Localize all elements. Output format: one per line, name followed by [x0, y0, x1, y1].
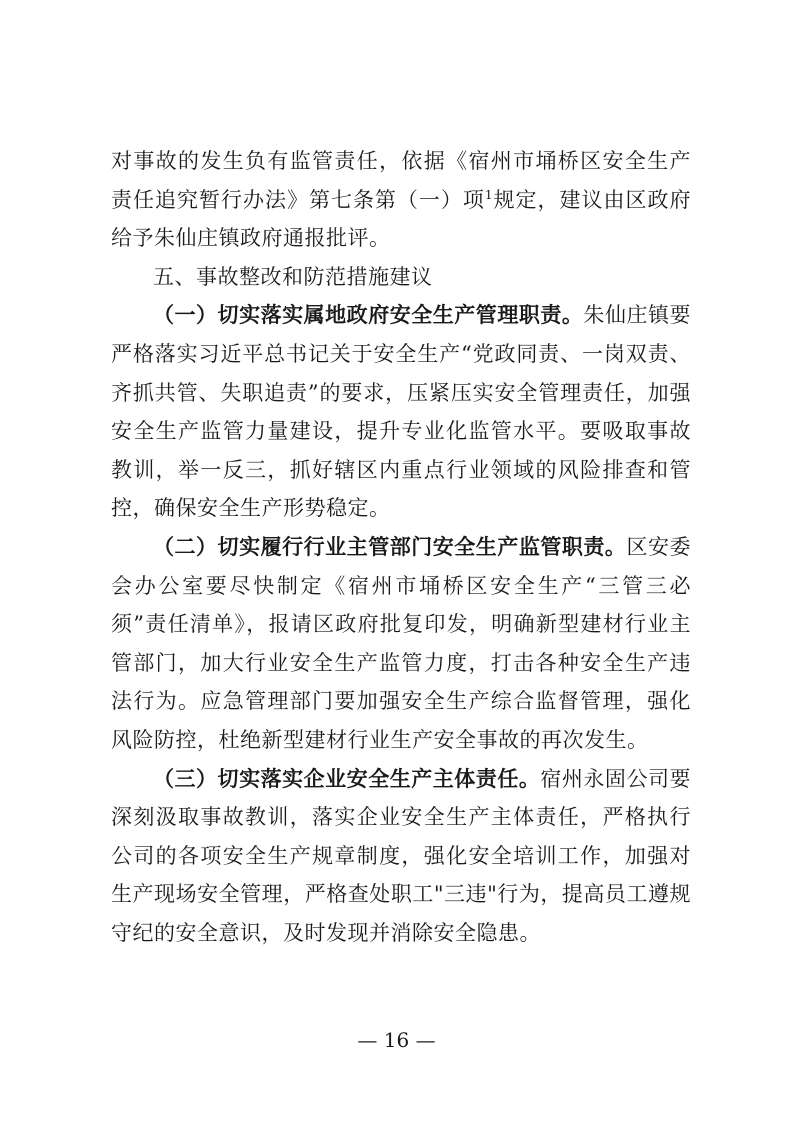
- page-number: — 16 —: [357, 1028, 436, 1052]
- measure-item-title: （三）切实落实企业安全生产主体责任。: [153, 765, 541, 791]
- measure-item-body: 朱仙庄镇要严格落实习近平总书记关于安全生产“党政同责、一岗双责、齐抓共管、失职追责”的要求，压紧压实安全管理责任，加强安全生产监管力量建设，提升专业化监管水平。要吸取事故教训，举一反三，抓好辖区内重点行业领域的风险排查和管控，确保安全生产形势稳定。: [111, 303, 692, 521]
- measure-item-1: [111, 296, 691, 528]
- measure-item-body: 宿州永固公司要深刻汲取事故教训，落实企业安全生产主体责任，严格执行公司的各项安全生产规章制度，强化安全培训工作，加强对生产现场安全管理，严格查处职工"三违"行为，提高员工遵规守纪的安全意识，及时发现并消除安全隐患。: [111, 766, 691, 945]
- measure-item-title: （二）切实履行行业主管部门安全生产监管职责。: [153, 533, 627, 559]
- measure-item-3: [111, 760, 691, 953]
- section-heading: 五、事故整改和防范措施建议: [153, 264, 433, 289]
- paragraph-text: 规定，建议由区政府给予朱仙庄镇政府通报批评。: [111, 187, 692, 251]
- measure-item-2: [111, 528, 691, 760]
- paragraph-text: 对事故的发生负有监管责任，依据《宿州市埇桥区安全生产责任追究暂行办法》第七条第（一）项: [111, 149, 691, 212]
- paragraph-continuation: [111, 142, 691, 258]
- footnote-mark: 1: [484, 187, 494, 202]
- measure-item-title: （一）切实落实属地政府安全生产管理职责。: [153, 302, 584, 328]
- document-body: [111, 142, 691, 952]
- measure-item-body: 区安委会办公室要尽快制定《宿州市埇桥区安全生产“三管三必须”责任清单》，报请区政府批复印发，明确新型建材行业主管部门，加大行业安全生产监管力度，打击各种安全生产违法行为。应急管理部门要加强安全生产综合监督管理，强化风险防控，杜绝新型建材行业生产安全事故的再次发生。: [111, 534, 692, 752]
